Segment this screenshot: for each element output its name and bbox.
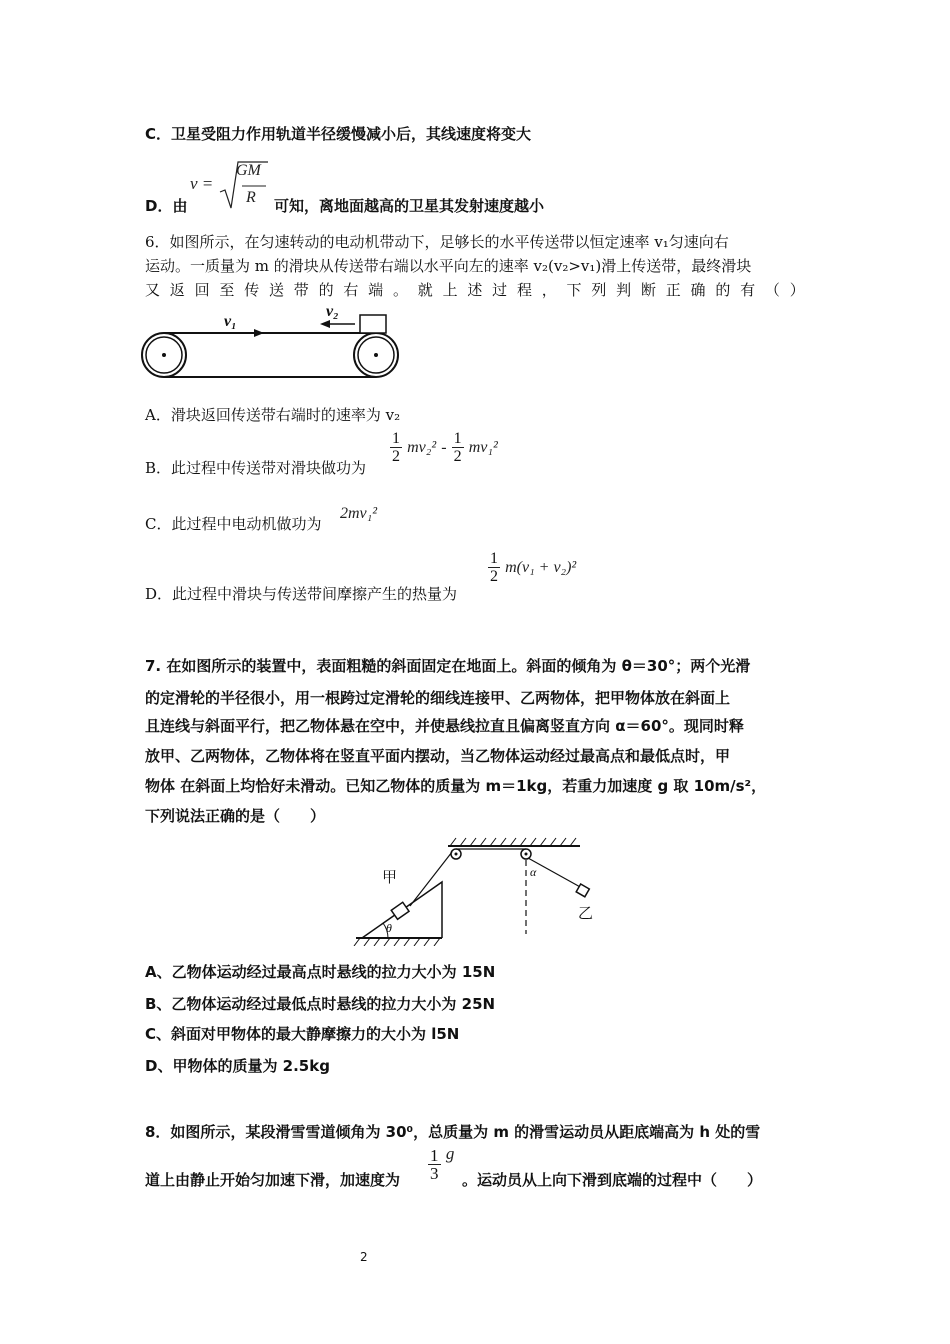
q5-formula-v: v = bbox=[190, 174, 214, 193]
label-jia: 甲 bbox=[382, 868, 398, 886]
q7-stem-line4: 放甲、乙两物体，乙物体将在竖直平面内摆动，当乙物体运动经过最高点和最低点时，甲 bbox=[145, 747, 731, 765]
label-theta: θ bbox=[386, 921, 392, 935]
q8-stem-line2-prefix: 道上由静止开始匀加速下滑，加速度为 bbox=[145, 1171, 401, 1189]
label-v1: v₁ bbox=[224, 313, 237, 330]
q6-line3-char: 确 bbox=[690, 281, 706, 299]
q6-line3-char: 就 bbox=[417, 281, 433, 299]
q6-line3-char: 过 bbox=[492, 281, 508, 299]
q6-line3-char: ） bbox=[789, 281, 805, 299]
q5-option-d-prefix: D．由 bbox=[145, 197, 188, 215]
q6-line3-char: 有 bbox=[740, 281, 756, 299]
q7-stem-line6: 下列说法正确的是（ ） bbox=[145, 807, 326, 825]
q6-line3-char: 程 bbox=[516, 281, 532, 299]
q6-line3-char: ， bbox=[541, 281, 557, 299]
q6-line3-char: 判 bbox=[616, 281, 632, 299]
q6-line3-char: 的 bbox=[318, 281, 334, 299]
q5-option-d-suffix: 可知，离地面越高的卫星其发射速度越小 bbox=[274, 197, 545, 215]
q6-stem-line2: 运动。一质量为 m 的滑块从传送带右端以水平向左的速率 v₂(v₂>v₁)滑上传送带，最终滑块 bbox=[145, 257, 752, 275]
label-v2: v₂ bbox=[326, 304, 339, 320]
q6-option-c: C．此过程中电动机做功为 bbox=[145, 515, 322, 533]
conveyor-belt-figure bbox=[140, 304, 400, 384]
q6-line3-char: 至 bbox=[219, 281, 235, 299]
q5-formula-denominator: R bbox=[246, 189, 256, 206]
q8-stem-line1: 8．如图所示，某段滑雪雪道倾角为 30⁰，总质量为 m 的滑雪运动员从距底端高为 h 处的雪 bbox=[145, 1123, 761, 1141]
q5-option-c: C．卫星受阻力作用轨道半径缓慢减小后，其线速度将变大 bbox=[145, 125, 532, 143]
q6-stem-line1: 6．如图所示，在匀速转动的电动机带动下，足够长的水平传送带以恒定速率 v₁匀速向右 bbox=[145, 233, 729, 251]
q8-stem-line2-suffix: 。运动员从上向下滑到底端的过程中（ ） bbox=[462, 1171, 763, 1189]
q6-option-b-formula: $\frac{1}{2}$ mv₂² - $\frac{1}{2}$ mv₁² bbox=[392, 430, 498, 465]
q6-line3-char: 的 bbox=[715, 281, 731, 299]
q7-stem-line2: 的定滑轮的半径很小，用一根跨过定滑轮的细线连接甲、乙两物体，把甲物体放在斜面上 bbox=[145, 689, 731, 707]
q7-option-d: D、甲物体的质量为 2.5kg bbox=[145, 1057, 330, 1075]
q7-option-a: A、乙物体运动经过最高点时悬线的拉力大小为 15N bbox=[145, 963, 496, 981]
q7-option-b: B、乙物体运动经过最低点时悬线的拉力大小为 25N bbox=[145, 995, 496, 1013]
q7-stem-line1: 7. 在如图所示的装置中，表面粗糙的斜面固定在地面上。斜面的倾角为 θ＝30°；两个光滑 bbox=[145, 657, 751, 675]
q6-line3-char: 带 bbox=[293, 281, 309, 299]
q6-line3-char: 上 bbox=[442, 281, 458, 299]
q6-stem-line3 bbox=[145, 280, 805, 300]
q6-option-d-formula: $\frac{1}{2}$ m(v₁ + v₂)² bbox=[490, 550, 577, 585]
label-yi: 乙 bbox=[578, 904, 594, 922]
q6-line3-char: 送 bbox=[268, 281, 284, 299]
q7-option-c: C、斜面对甲物体的最大静摩擦力的大小为 l5N bbox=[145, 1025, 460, 1043]
q6-line3-char: 列 bbox=[591, 281, 607, 299]
q6-line3-char: 返 bbox=[169, 281, 185, 299]
q6-line3-char: 断 bbox=[640, 281, 656, 299]
block-jia bbox=[391, 902, 409, 919]
slider-block bbox=[360, 315, 386, 333]
q6-line3-char: 下 bbox=[566, 281, 582, 299]
q6-line3-char: 回 bbox=[194, 281, 210, 299]
q6-option-d: D．此过程中滑块与传送带间摩擦产生的热量为 bbox=[145, 585, 458, 603]
q6-line3-char: 右 bbox=[343, 281, 359, 299]
q7-stem-line5: 物体 在斜面上均恰好未滑动。已知乙物体的质量为 m＝1kg，若重力加速度 g 取 10m/s²， bbox=[145, 777, 767, 795]
page-number: 2 bbox=[360, 1250, 368, 1264]
q6-line3-char: 端 bbox=[368, 281, 384, 299]
q6-line3-char: 传 bbox=[244, 281, 260, 299]
q6-line3-char: 又 bbox=[145, 281, 161, 299]
q8-acceleration-formula: $\frac{1}{3}$ g bbox=[430, 1144, 455, 1183]
q6-line3-char: 。 bbox=[392, 281, 408, 299]
q6-option-b: B．此过程中传送带对滑块做功为 bbox=[145, 459, 367, 477]
q6-line3-char: （ bbox=[764, 281, 780, 299]
q6-line3-char: 述 bbox=[467, 281, 483, 299]
q6-line3-char: 正 bbox=[665, 281, 681, 299]
incline-pulley-figure bbox=[350, 830, 620, 946]
q6-option-c-formula: 2mv₁² bbox=[340, 505, 378, 522]
q6-option-a: A．滑块返回传送带右端时的速率为 v₂ bbox=[145, 406, 401, 424]
label-alpha: α bbox=[530, 865, 537, 879]
q5-formula-numerator: GM bbox=[236, 162, 261, 179]
q7-stem-line3: 且连线与斜面平行，把乙物体悬在空中，并使悬线拉直且偏离竖直方向 α＝60°。现同时释 bbox=[145, 717, 744, 735]
